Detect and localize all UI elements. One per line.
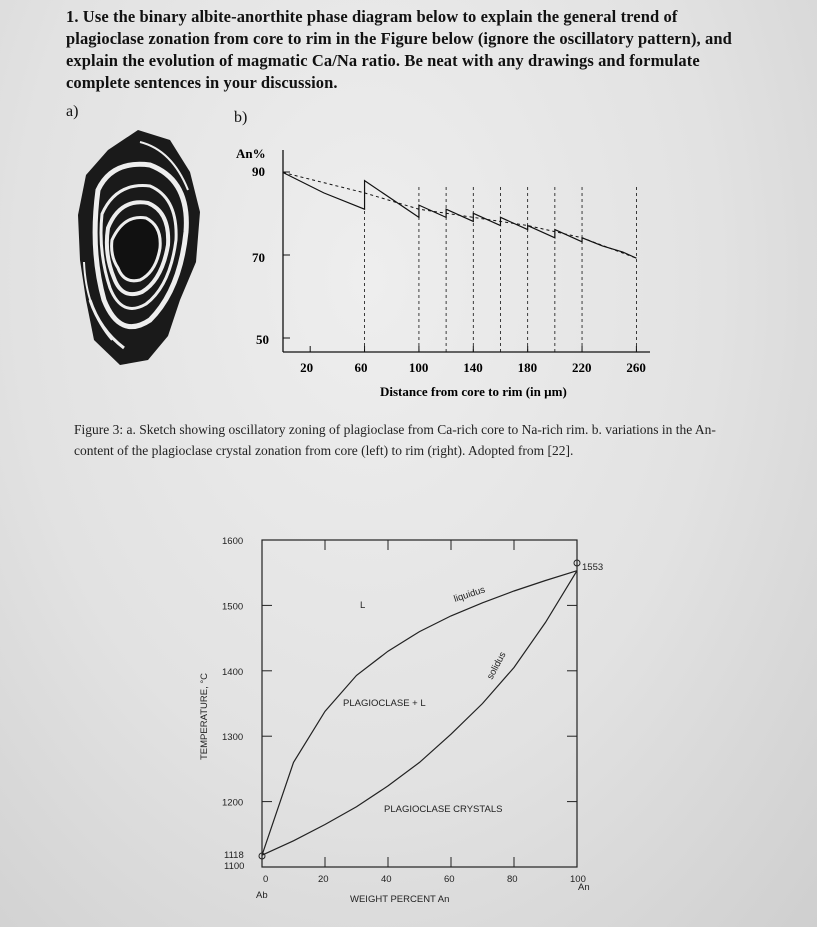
label-liquid: L: [360, 600, 366, 611]
panel-b-label: b): [234, 109, 248, 126]
y-tick-label: 1100: [224, 861, 245, 872]
y-tick-label-50: 50: [256, 332, 269, 347]
label-plagioclase-crystals: PLAGIOCLASE CRYSTALS: [384, 804, 503, 815]
x-tick-label: 100: [570, 874, 586, 885]
panel-a-label: a): [66, 103, 79, 120]
y-tick-label: 1118: [224, 850, 244, 862]
x-tick-label: 80: [507, 874, 518, 885]
top-value-label: 1553: [582, 562, 604, 573]
label-liquidus: liquidus: [452, 584, 487, 605]
y-tick-label: 1200: [222, 797, 244, 809]
figure-caption: Figure 3: a. Sketch showing oscillatory zoning of plagioclase from Ca-rich core to Na-rich rim. b. variations in the An-content of the plagioclase crystal zonation from core (left) to rim (right). Adopted from [22].: [74, 422, 716, 458]
x-tick-label: 20: [318, 874, 329, 885]
x-tick-label: 260: [626, 360, 646, 375]
x-tick-label: 100: [408, 360, 429, 375]
y-tick-label: 1400: [222, 666, 244, 678]
x-tick-label: 60: [354, 360, 368, 375]
y-tick-label-90: 90: [252, 164, 265, 179]
x-end-right-label: An: [578, 882, 590, 893]
x-tick-label: 0: [263, 874, 269, 885]
y-tick-label-70: 70: [252, 250, 265, 265]
x-tick-label: 40: [381, 874, 392, 885]
question-text: 1. Use the binary albite-anorthite phase diagram below to explain the general trend of plagioclase zonation from core to rim in the Figure below (ignore the oscillatory pattern), and explain the evolution of magmatic Ca/Na ratio. Be neat with any drawings and formulate complete sentences in your discussion.: [66, 7, 732, 92]
label-plagioclase-liquid: PLAGIOCLASE + L: [343, 698, 426, 709]
x-tick-label: 60: [444, 874, 455, 885]
x-tick-label: 140: [463, 360, 483, 375]
y-axis-title: An%: [236, 146, 266, 161]
x-tick-label: 220: [572, 360, 592, 375]
x-end-left-label: Ab: [256, 890, 268, 901]
y-tick-label: 1600: [222, 536, 244, 547]
label-solidus: solidus: [484, 650, 509, 682]
y-tick-label: 1500: [222, 601, 244, 613]
x-axis-title: WEIGHT PERCENT An: [350, 894, 450, 905]
x-tick-group: [262, 540, 586, 885]
y-axis-title: TEMPERATURE, °C: [199, 672, 210, 760]
x-axis-title: Distance from core to rim (in µm): [380, 384, 567, 399]
x-tick-label: 20: [300, 360, 314, 375]
y-tick-label: 1300: [222, 732, 244, 744]
x-tick-label: 180: [517, 360, 538, 375]
